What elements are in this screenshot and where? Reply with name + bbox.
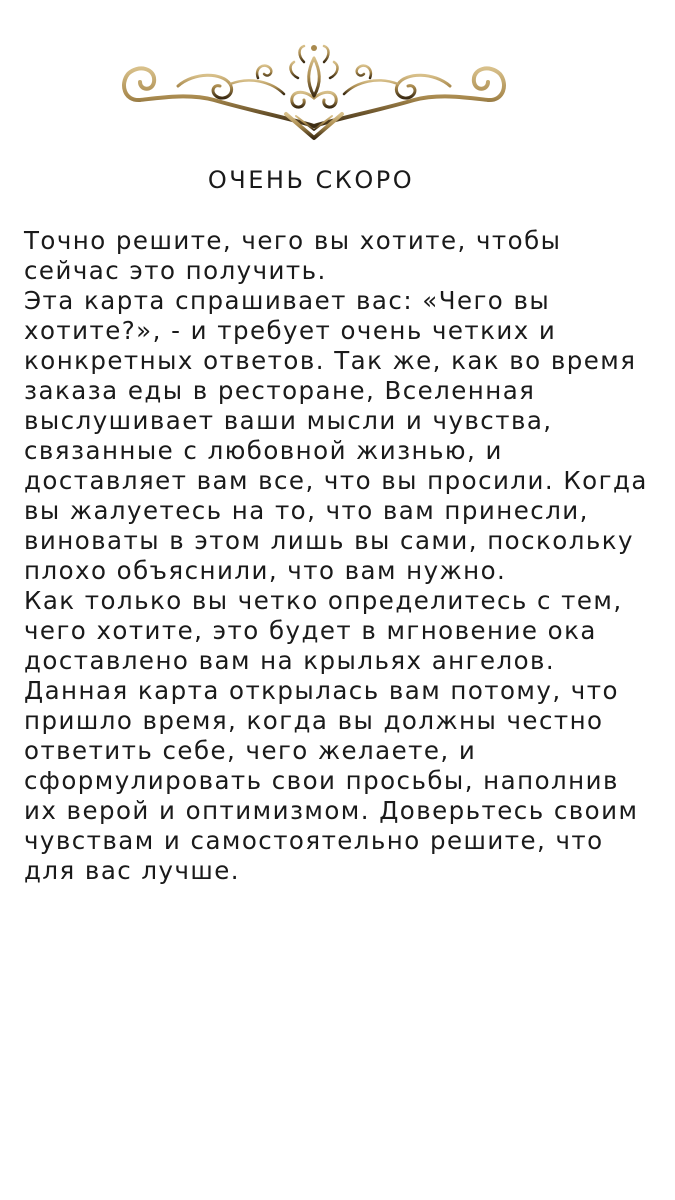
paragraph: Точно решите, чего вы хотите, чтобы сейчас это получить. <box>24 226 562 285</box>
filigree-ornament-icon <box>118 38 510 142</box>
card-description <box>24 226 656 886</box>
page-title: ОЧЕНЬ СКОРО <box>207 166 415 194</box>
paragraph: Как только вы четко определитесь с тем, чего хотите, это будет в мгновение ока доставлено вам на крыльях ангелов. Данная карта открылась вам потому, что пришло время, когда вы должны честно ответить себе, чего желаете, и сформулировать свои просьбы, наполнив их верой и оптимизмом. Доверьтесь своим чувствам и самостоятельно решите, что для вас лучше. <box>24 586 639 885</box>
paragraph: Эта карта спрашивает вас: «Чего вы хотите?», - и требует очень четких и конкретных ответов. Так же, как во время заказа еды в ресторане, Вселенная выслушивает ваши мысли и чувства, связанные с любовной жизнью, и доставляет вам все, что вы просили. Когда вы жалуетесь на то, что вам принесли, виноваты в этом лишь вы сами, поскольку плохо объяснили, что вам нужно. <box>24 286 648 585</box>
